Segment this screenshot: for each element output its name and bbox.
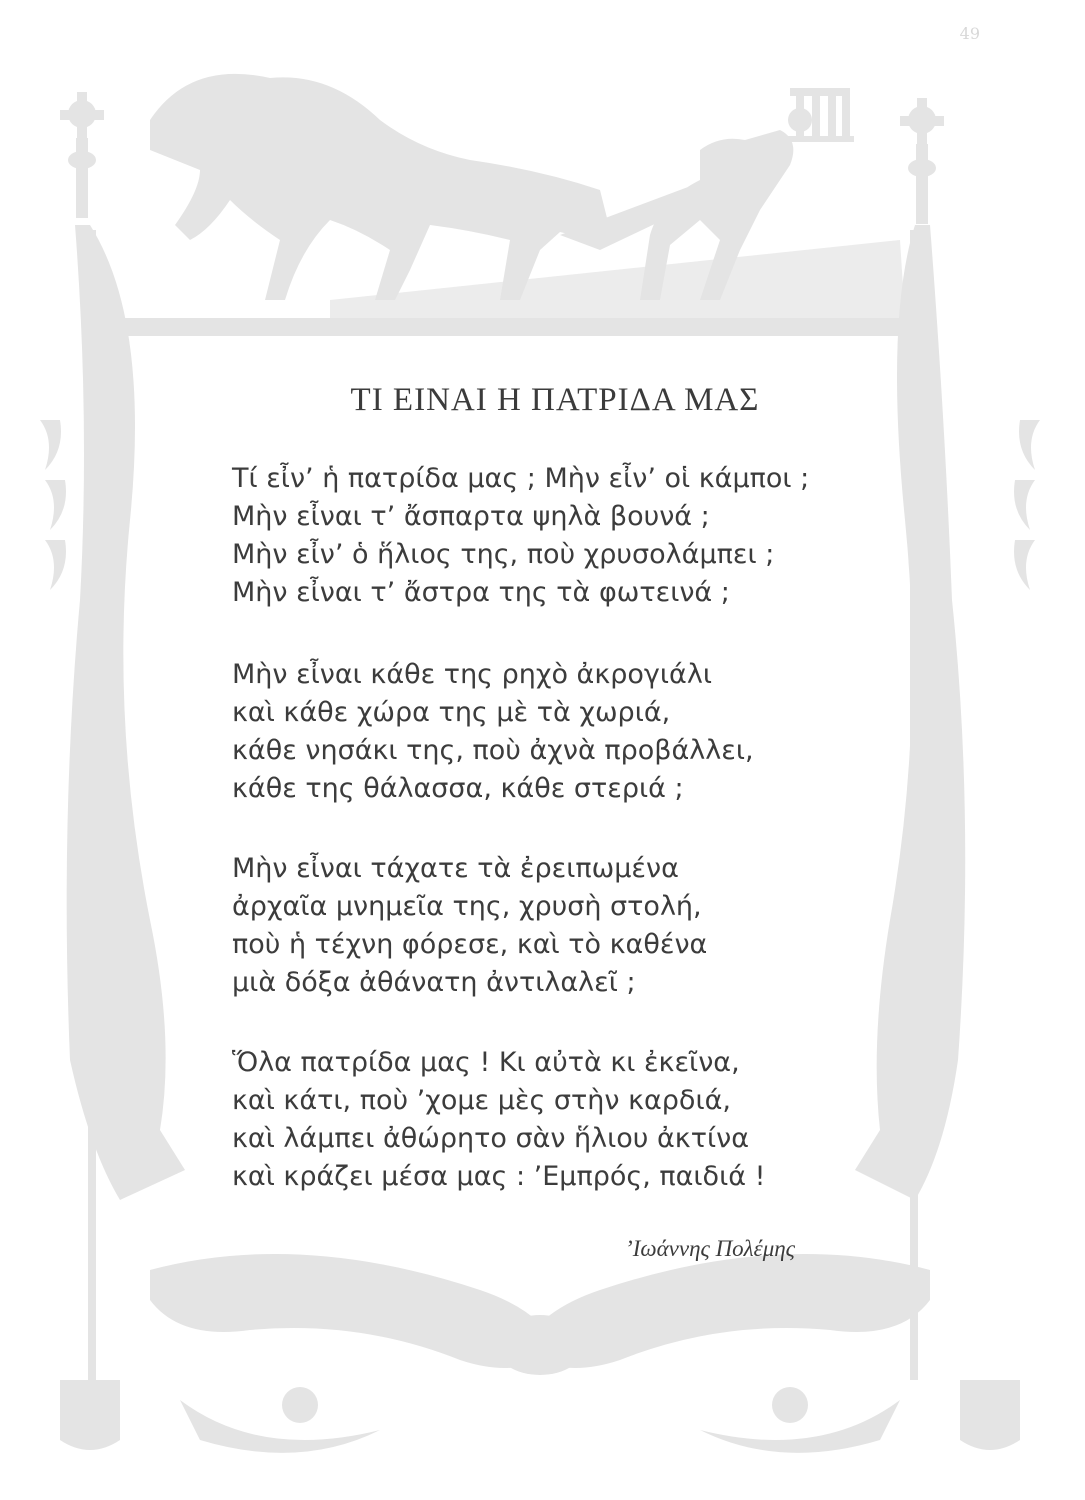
stanza-3 bbox=[232, 850, 872, 1002]
left-cross-icon bbox=[60, 92, 104, 218]
poem-line: Τί εἶν’ ἡ πατρίδα μας ; Μὴν εἶν’ οἱ κάμποι ; bbox=[232, 463, 810, 494]
poem-line: καὶ κράζει μέσα μας : ’Εμπρός, παιδιά ! bbox=[232, 1161, 766, 1192]
poem-line: Μὴν εἶναι κάθε της ρηχὸ ἀκρογιάλι bbox=[232, 659, 712, 690]
right-cross-icon bbox=[900, 98, 944, 224]
poem-line: Μὴν εἶναι τ’ ἄσπαρτα ψηλὰ βουνά ; bbox=[232, 501, 710, 532]
stanza-1 bbox=[232, 460, 872, 612]
poem-author: ’Ιωάννης Πολέμης bbox=[625, 1236, 795, 1261]
page-number: 49 bbox=[959, 24, 980, 43]
poem-line: καὶ κάτι, ποὺ ’χομε μὲς στὴν καρδιά, bbox=[232, 1085, 731, 1116]
poem-line: κάθε νησάκι της, ποὺ ἀχνὰ προβάλλει, bbox=[232, 735, 754, 766]
stanza-2 bbox=[232, 656, 872, 808]
stanza-4 bbox=[232, 1044, 872, 1196]
poem-line: Μὴν εἶναι τάχατε τὰ ἐρειπωμένα bbox=[232, 853, 679, 884]
poem-line: κάθε της θάλασσα, κάθε στεριά ; bbox=[232, 773, 684, 804]
poem-line: Μὴν εἶν’ ὁ ἥλιος της, ποὺ χρυσολάμπει ; bbox=[232, 539, 775, 570]
poem-line: μιὰ δόξα ἀθάνατη ἀντιλαλεῖ ; bbox=[232, 967, 636, 998]
poem-line: Μὴν εἶναι τ’ ἄστρα της τὰ φωτεινά ; bbox=[232, 577, 730, 608]
poem-line: καὶ λάμπει ἀθώρητο σὰν ἥλιου ἀκτίνα bbox=[232, 1123, 749, 1154]
poem-line: Ὅλα πατρίδα μας ! Κι αὐτὰ κι ἐκεῖνα, bbox=[232, 1047, 740, 1078]
left-flag-drape bbox=[67, 225, 185, 1200]
poem-line: καὶ κάθε χώρα της μὲ τὰ χωριά, bbox=[232, 697, 671, 728]
temple-icon bbox=[786, 88, 854, 142]
poem-line: ἀρχαῖα μνημεῖα της, χρυσὴ στολή, bbox=[232, 891, 702, 922]
poem-line: ποὺ ἡ τέχνη φόρεσε, καὶ τὸ καθένα bbox=[232, 929, 708, 960]
horse-icon bbox=[150, 74, 610, 300]
poem-title: ΤΙ ΕΙΝΑΙ Η ΠΑΤΡΙΔΑ ΜΑΣ bbox=[350, 382, 760, 418]
